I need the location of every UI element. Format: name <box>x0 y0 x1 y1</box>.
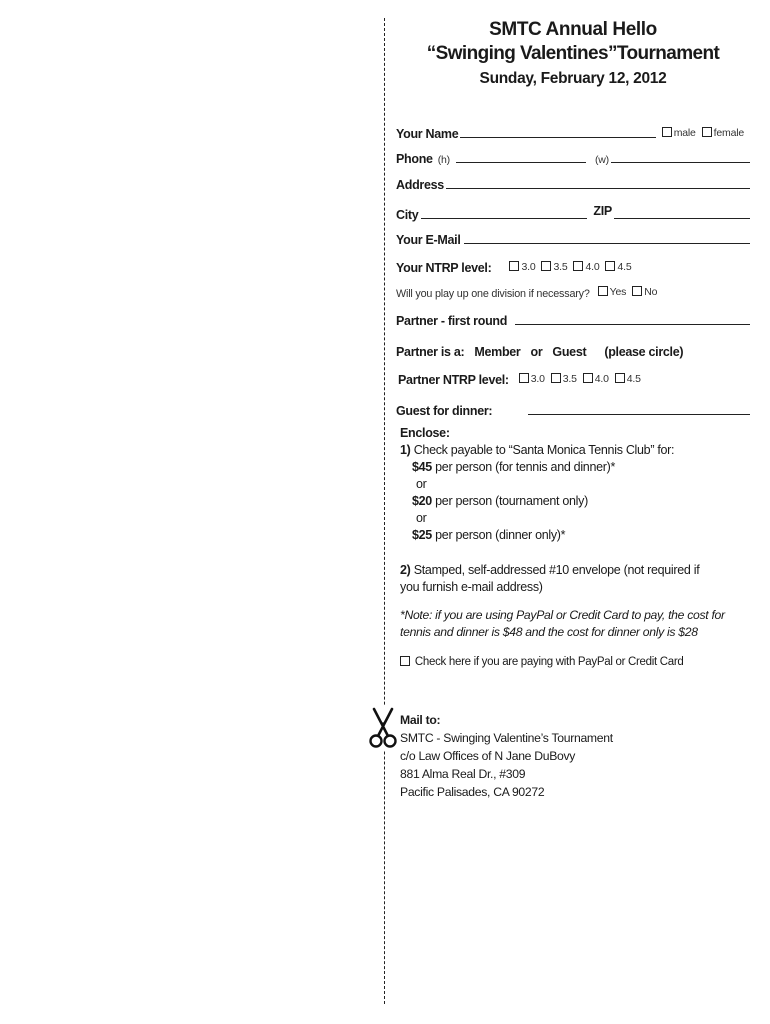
checkbox-icon[interactable] <box>509 261 519 271</box>
price-dinner-only: $25 per person (dinner only)* <box>412 528 566 542</box>
phone-work-label: (w) <box>594 154 609 166</box>
paypal-check-label: Check here if you are paying with PayPal or Credit Card <box>414 656 684 668</box>
partner-type-row <box>396 341 750 359</box>
male-option[interactable]: male <box>662 123 702 141</box>
partner-row <box>396 310 750 328</box>
play-up-no[interactable]: No <box>632 282 663 300</box>
city-zip-row <box>396 204 750 222</box>
mail-line-3: 881 Alma Real Dr., #309 <box>400 767 526 781</box>
partner-label: Partner - first round <box>396 314 508 328</box>
partner-ntrp-label: Partner NTRP level: <box>398 373 509 387</box>
guest-dinner-row <box>396 400 750 418</box>
guest-option[interactable]: Guest <box>552 345 587 359</box>
ntrp-option-3-0[interactable]: 3.0 <box>509 257 541 275</box>
form-header <box>396 18 750 90</box>
partner-is-label: Partner is a: <box>396 345 465 359</box>
partner-ntrp-option-4-5[interactable]: 4.5 <box>615 369 647 387</box>
checkbox-icon[interactable] <box>615 373 625 383</box>
checkbox-icon[interactable] <box>551 373 561 383</box>
play-up-yes[interactable]: Yes <box>598 282 633 300</box>
mail-to-heading: Mail to: <box>400 713 441 727</box>
email-row <box>396 229 750 247</box>
name-label: Your Name <box>396 127 459 141</box>
phone-label: Phone <box>396 152 433 166</box>
city-label: City <box>396 208 419 222</box>
please-circle-note: (please circle) <box>604 345 684 359</box>
checkbox-icon[interactable] <box>573 261 583 271</box>
partner-ntrp-option-3-5[interactable]: 3.5 <box>551 369 583 387</box>
email-field[interactable] <box>464 243 750 244</box>
guest-dinner-field[interactable] <box>528 414 750 415</box>
ntrp-option-3-5[interactable]: 3.5 <box>541 257 573 275</box>
zip-field[interactable] <box>614 218 750 219</box>
ntrp-option-4-5[interactable]: 4.5 <box>605 257 637 275</box>
checkbox-icon[interactable] <box>662 127 672 137</box>
checkbox-icon[interactable] <box>583 373 593 383</box>
phone-row <box>396 148 750 166</box>
enclose-heading: Enclose: <box>400 426 450 440</box>
checkbox-icon[interactable] <box>632 286 642 296</box>
mail-line-2: c/o Law Offices of N Jane DuBovy <box>400 749 576 763</box>
name-field[interactable] <box>460 137 655 138</box>
member-option[interactable]: Member <box>474 345 521 359</box>
address-field[interactable] <box>446 188 750 189</box>
price-tournament-only: $20 per person (tournament only) <box>412 494 588 508</box>
enclose-item-2: 2) Stamped, self-addressed #10 envelope (not required if you furnish e-mail address) <box>400 563 700 594</box>
or-text: or <box>530 345 543 359</box>
checkbox-icon[interactable] <box>702 127 712 137</box>
address-label: Address <box>396 178 444 192</box>
mail-to-section <box>400 711 750 801</box>
payment-note: *Note: if you are using PayPal or Credit Card to pay, the cost for tennis and dinner is $48 and the cost for dinner only is $28 <box>400 608 725 639</box>
city-field[interactable] <box>421 218 587 219</box>
event-date: Sunday, February 12, 2012 <box>479 70 667 87</box>
enclose-item-1: 1) Check payable to “Santa Monica Tennis Club” for: <box>400 443 675 457</box>
name-row <box>396 123 750 141</box>
or-text-2: or <box>416 511 427 525</box>
checkbox-icon[interactable] <box>605 261 615 271</box>
scissors-icon <box>366 706 402 750</box>
play-up-row <box>396 282 750 300</box>
ntrp-row <box>396 257 750 275</box>
ntrp-option-4-0[interactable]: 4.0 <box>573 257 605 275</box>
email-label: Your E-Mail <box>396 233 461 247</box>
checkbox-icon[interactable] <box>400 656 410 666</box>
ntrp-label: Your NTRP level: <box>396 261 492 275</box>
phone-work-field[interactable] <box>611 162 750 163</box>
female-option[interactable]: female <box>702 123 750 141</box>
title-line-2: “Swinging Valentines”Tournament <box>426 43 720 64</box>
address-row <box>396 174 750 192</box>
checkbox-icon[interactable] <box>598 286 608 296</box>
partner-ntrp-option-3-0[interactable]: 3.0 <box>519 369 551 387</box>
partner-ntrp-option-4-0[interactable]: 4.0 <box>583 369 615 387</box>
cut-line <box>384 18 385 1004</box>
title-line-1: SMTC Annual Hello <box>489 19 657 40</box>
phone-home-label: (h) <box>437 154 450 166</box>
zip-label: ZIP <box>593 204 612 218</box>
phone-home-field[interactable] <box>456 162 586 163</box>
enclose-section <box>400 425 750 544</box>
partner-ntrp-row <box>398 369 752 387</box>
checkbox-icon[interactable] <box>541 261 551 271</box>
partner-field[interactable] <box>515 324 750 325</box>
play-up-question: Will you play up one division if necessary? <box>396 288 590 300</box>
paypal-checkbox-row[interactable] <box>400 654 750 671</box>
mail-line-4: Pacific Palisades, CA 90272 <box>400 785 545 799</box>
price-tennis-dinner: $45 per person (for tennis and dinner)* <box>412 460 616 474</box>
mail-line-1: SMTC - Swinging Valentine’s Tournament <box>400 731 613 745</box>
or-text-1: or <box>416 477 427 491</box>
checkbox-icon[interactable] <box>519 373 529 383</box>
guest-dinner-label: Guest for dinner: <box>396 404 493 418</box>
